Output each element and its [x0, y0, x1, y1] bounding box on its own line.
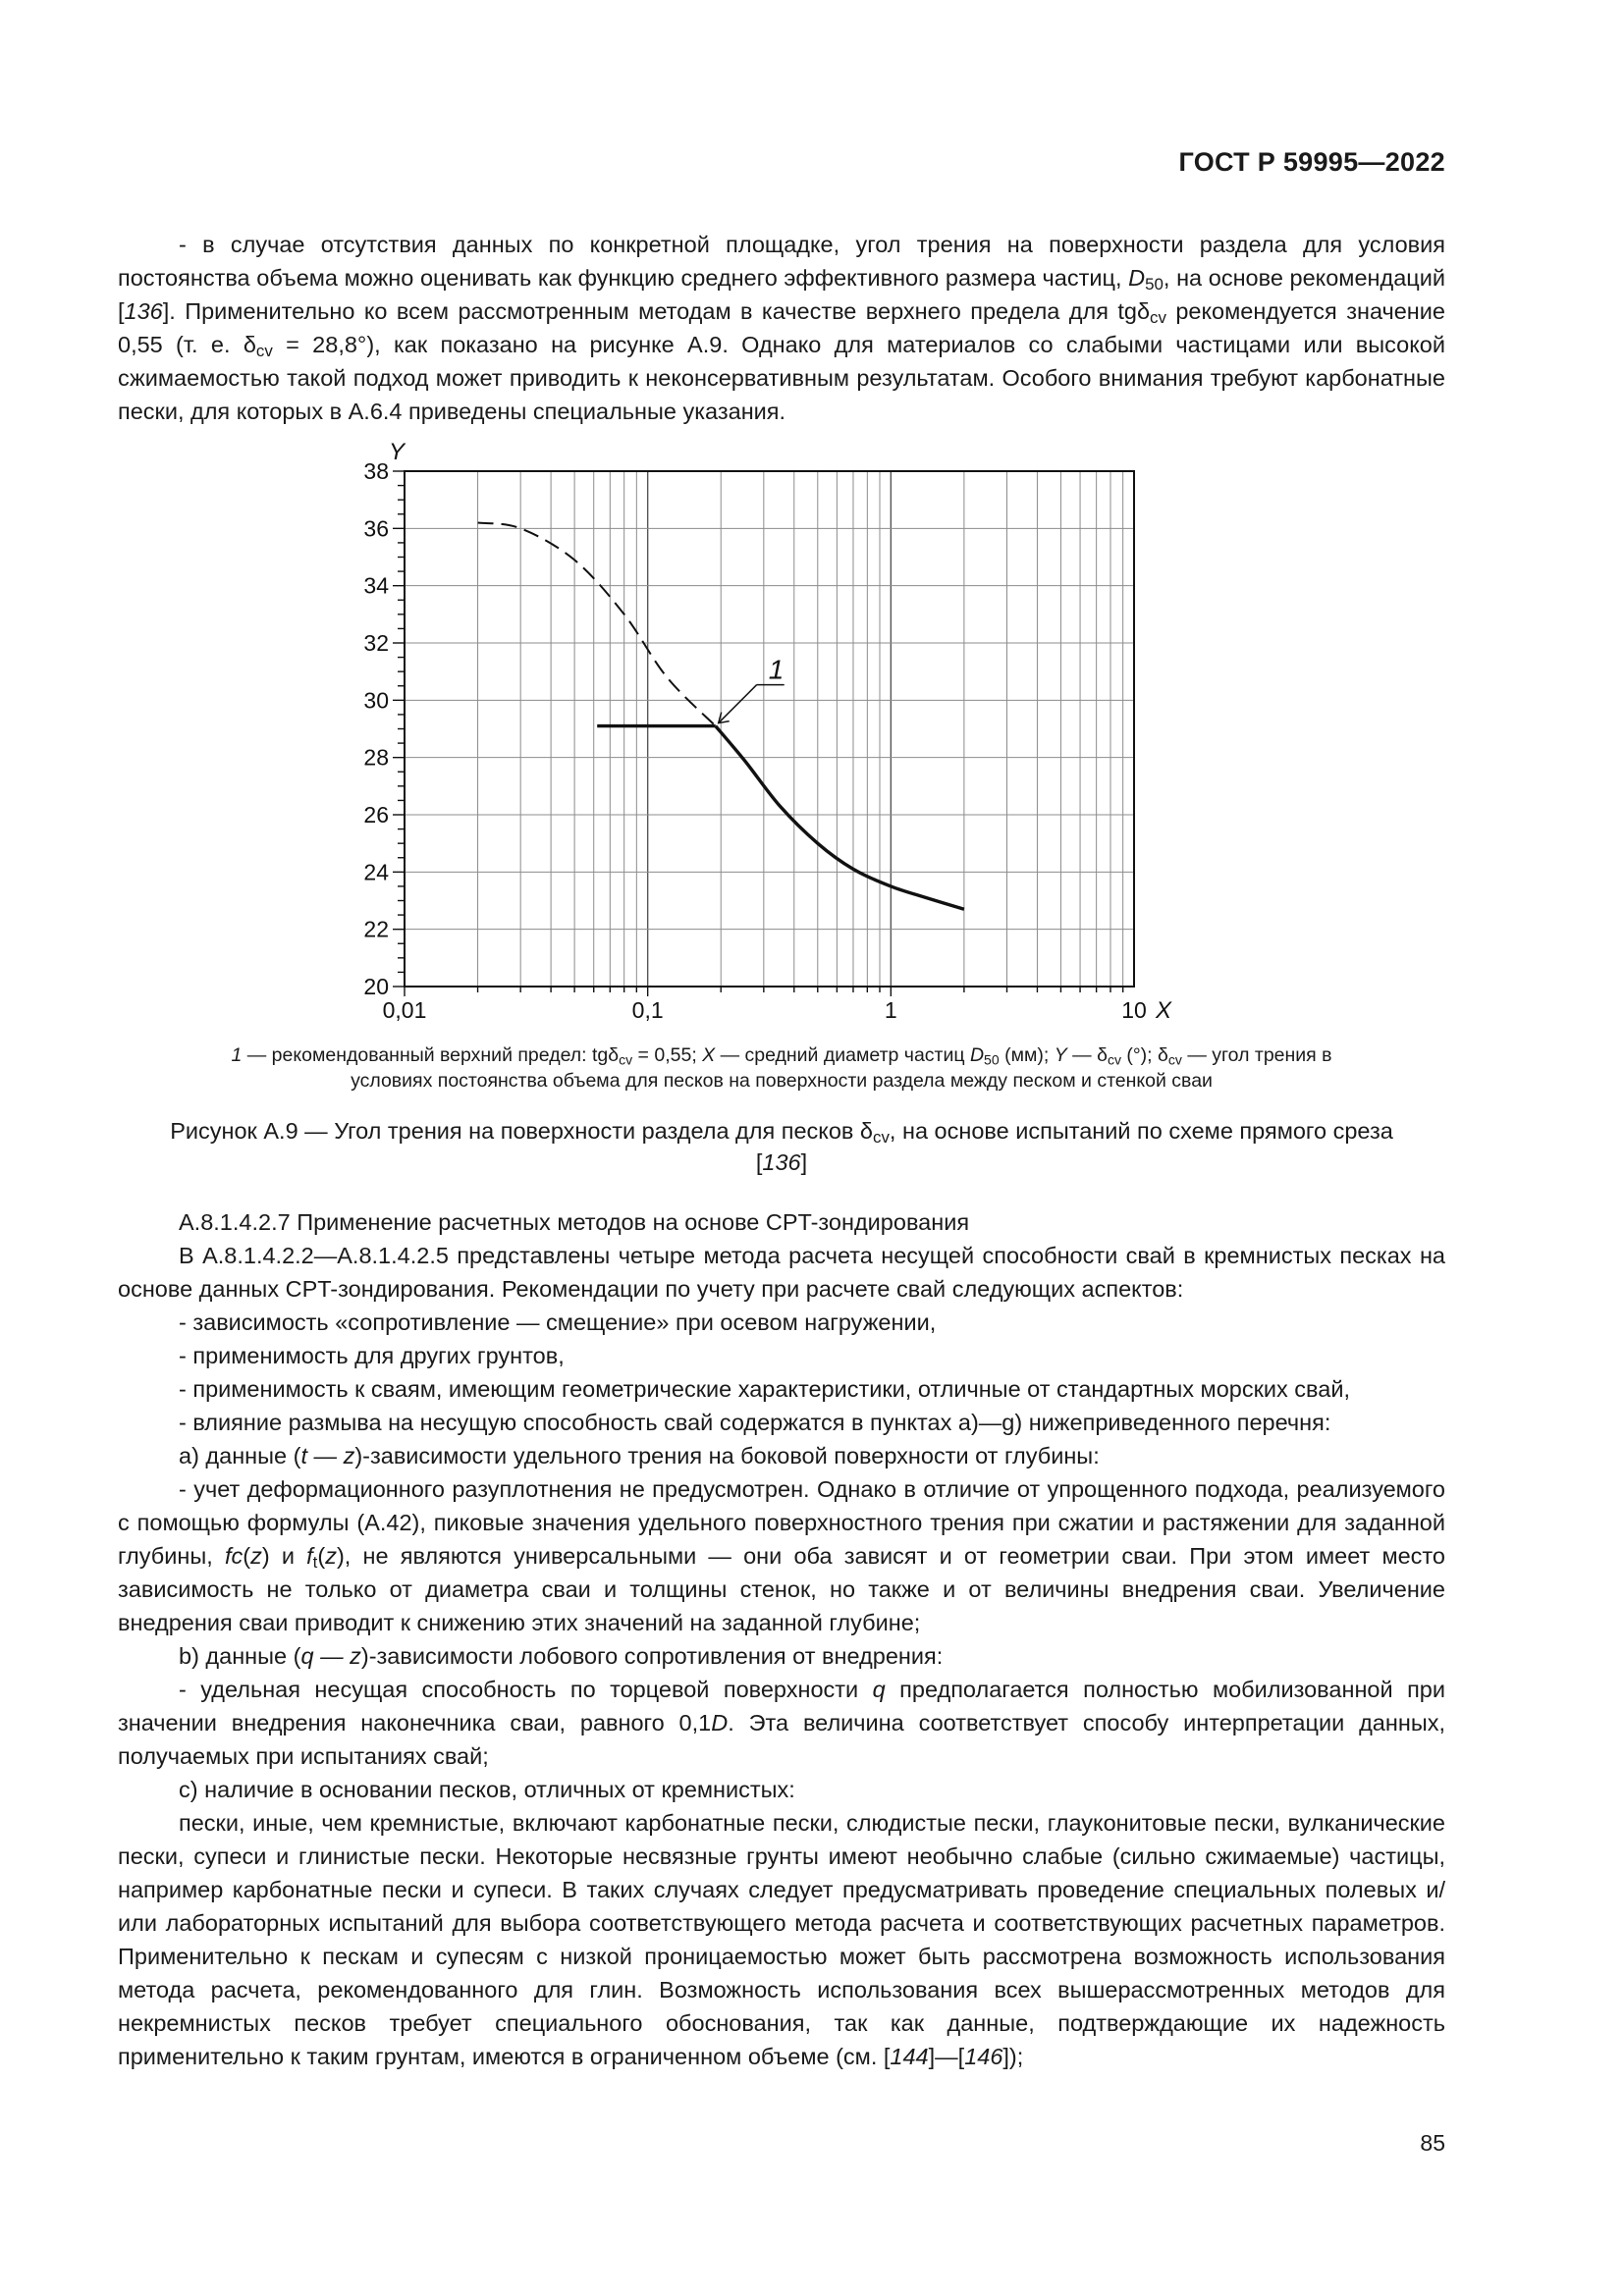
caption-sub: cv — [873, 1128, 890, 1148]
y-tick-label: 20 — [363, 974, 389, 999]
list-item-c: c) наличие в основании песков, отличных от кремнистых: — [179, 1777, 795, 1802]
text: ) и — [261, 1543, 307, 1569]
x-axis-label: X — [1155, 997, 1172, 1021]
figure-caption — [118, 1115, 1445, 1178]
paragraph — [118, 1806, 1445, 2073]
paragraph: В А.8.1.4.2.2—А.8.1.4.2.5 представлены четыре метода расчета несущей способности свай в кремнистых песках на основе данных CPT-зондирования. Рекомендации по учету при расчете свай следующих аспектов: — [118, 1243, 1445, 1302]
list-item-a — [118, 1439, 1445, 1472]
y-tick-label: 26 — [363, 802, 389, 828]
y-tick-label: 22 — [363, 916, 389, 942]
legend-sub: cv — [1107, 1051, 1121, 1068]
y-axis-label: Y — [388, 439, 406, 465]
list-item: - применимость к сваям, имеющим геометрические характеристики, отличные от стандартных морских свай, — [179, 1376, 1350, 1402]
text-italic: z — [250, 1543, 262, 1569]
y-tick-label: 28 — [363, 744, 389, 771]
text: )-зависимости лобового сопротивления от внедрения: — [360, 1643, 944, 1669]
y-tick-label: 36 — [363, 515, 389, 542]
intro-d50: D — [1128, 265, 1146, 291]
document-header: ГОСТ Р 59995—2022 — [1178, 147, 1445, 177]
text: a) данные ( — [179, 1443, 301, 1468]
intro-sub-cv: cv — [255, 342, 273, 361]
paragraph — [118, 1472, 1445, 1639]
figure-chart — [353, 432, 1198, 1021]
text-italic: f — [306, 1543, 313, 1569]
y-tick-label: 34 — [363, 572, 389, 599]
annotation-label: 1 — [768, 654, 785, 685]
text: ), не являются универсальными — они оба зависят и от геометрии сваи. При этом имеет место зависимость не только от диаметра сваи и толщины стенок, но также и от величины внедрения сваи. Увеличение внедрения сваи приводит к снижению этих значений на заданной глубине; — [118, 1543, 1445, 1635]
caption-text: Рисунок А.9 — Угол трения на поверхности раздела для песков δ — [170, 1118, 873, 1144]
legend-key-y: Y — [1054, 1044, 1067, 1066]
text-italic: z — [325, 1543, 337, 1569]
legend-text: — δ — [1066, 1044, 1108, 1066]
legend-key-x: X — [702, 1044, 716, 1066]
chart-grid — [405, 471, 1134, 987]
main-section — [118, 1205, 1445, 2073]
text-italic: t — z — [300, 1443, 355, 1468]
x-tick-label: 0,01 — [382, 997, 427, 1021]
legend-key-1: 1 — [231, 1044, 243, 1066]
text: )-зависимости удельного трения на боковой поверхности от глубины: — [354, 1443, 1100, 1468]
legend-sub: cv — [619, 1051, 633, 1068]
text: ( — [317, 1543, 326, 1569]
text: ]); — [1002, 2044, 1024, 2069]
text-italic: q — [872, 1677, 886, 1702]
intro-text-5: = 28,8°), как показано на рисунке А.9. Однако для материалов со слабыми частицами или высокой сжимаемостью такой подход может приводить к неконсервативным результатам. Особого внимания требуют карбонатные пески, для которых в А.6.4 приведены специальные указания. — [118, 332, 1445, 424]
text-italic: 146 — [964, 2044, 1003, 2069]
intro-text-3: ]. Применительно ко всем рассмотренным методам в качестве верхнего предела для tgδ — [162, 298, 1151, 324]
legend-text: — средний диаметр частиц — [715, 1044, 970, 1066]
text: . Эта величина соответствует способу интерпретации данных, получаемых при испытаниях свай; — [118, 1710, 1445, 1769]
y-tick-label: 30 — [363, 687, 389, 714]
text: пески, иные, чем кремнистые, включают карбонатные пески, слюдистые пески, глауконитовые пески, вулканические пески, супеси и глинистые пески. Некоторые несвязные грунты имеют необычно слабые (сильно сжимаемые) частицы, например карбонатные пески и супеси. В таких случаях следует предусматривать проведение специальных полевых и/или лабораторных испытаний для выбора соответствующего метода расчета и соответствующих расчетных параметров. Применительно к пескам и супесям с низкой проницаемостью может быть рассмотрена возможность использования метода расчета, рекомендованного для глин. Возможность использования всех вышерассмотренных методов для некремнистых песков требует специального обоснования, так как данные, подтверждающие их надежность применительно к таким грунтам, имеются в ограниченном объеме (см. [ — [118, 1810, 1445, 2069]
y-tick-label: 24 — [363, 859, 389, 885]
caption-bracket: [ — [755, 1149, 763, 1175]
legend-text: — рекомендованный верхний предел: tgδ — [242, 1044, 620, 1066]
caption-text: , на основе испытаний по схеме прямого среза — [889, 1118, 1393, 1144]
intro-paragraph — [118, 228, 1445, 428]
text-italic: D — [711, 1710, 729, 1735]
text: ( — [243, 1543, 251, 1569]
text: - учет деформационного разуплотнения не предусмотрен. Однако в отличие от упрощенного подхода, реализуемого с помощью формулы (А.42), пиковые значения удельного поверхностного трения при сжатии и растяжении для заданной глубины, — [118, 1476, 1445, 1569]
list-item: - применимость для других грунтов, — [179, 1343, 565, 1368]
intro-text-2: , на основе рекомендаций [ — [118, 265, 1445, 324]
text-sub: t — [312, 1553, 318, 1573]
legend-sub: 50 — [984, 1051, 1000, 1068]
chart-svg — [353, 432, 1198, 1021]
list-item: - влияние размыва на несущую способность свай содержатся в пунктах a)—g) нижеприведенного перечня: — [179, 1410, 1331, 1435]
paragraph — [118, 1673, 1445, 1773]
text: - удельная несущая способность по торцевой поверхности — [179, 1677, 873, 1702]
list-item: - зависимость «сопротивление — смещение» при осевом нагружении, — [179, 1309, 937, 1335]
legend-text: (°); δ — [1120, 1044, 1168, 1066]
legend-sub: cv — [1167, 1051, 1182, 1068]
x-tick-label: 10 — [1121, 997, 1147, 1021]
plot-background — [405, 471, 1134, 987]
text: b) данные ( — [179, 1643, 301, 1669]
text-italic: fc — [224, 1543, 244, 1569]
text: предполагается полностью мобилизованной при значении внедрения наконечника сваи, равного 0,1 — [118, 1677, 1445, 1735]
text: ]—[ — [928, 2044, 965, 2069]
y-tick-label: 32 — [363, 630, 389, 656]
legend-line-2: условиях постоянства объема для песков на поверхности раздела между песком и стенкой сваи — [351, 1070, 1213, 1092]
x-tick-label: 0,1 — [631, 997, 664, 1021]
legend-text: = 0,55; — [632, 1044, 703, 1066]
text-italic: q — z — [300, 1643, 361, 1669]
caption-bracket: ] — [800, 1149, 808, 1175]
list-item-b — [118, 1639, 1445, 1673]
legend-d: D — [969, 1044, 985, 1066]
x-tick-label: 1 — [884, 997, 897, 1021]
caption-ref: 136 — [762, 1149, 801, 1175]
intro-text-1: - в случае отсутствия данных по конкретной площадке, угол трения на поверхности раздела для условия постоянства объема можно оценивать как функцию среднего эффективного размера частиц, — [118, 232, 1445, 291]
intro-d50-sub: 50 — [1145, 275, 1164, 294]
intro-text-4: рекомендуется значение 0,55 (т. е. δ — [118, 298, 1445, 357]
y-tick-label: 38 — [363, 458, 389, 484]
text-italic: 144 — [890, 2044, 929, 2069]
page-number: 85 — [1420, 2130, 1445, 2156]
legend-text: (мм); — [999, 1044, 1055, 1066]
legend-text: — угол трения в — [1181, 1044, 1332, 1066]
intro-ref: 136 — [124, 298, 163, 324]
figure-legend — [118, 1042, 1445, 1094]
section-heading: А.8.1.4.2.7 Применение расчетных методов на основе CPT-зондирования — [179, 1209, 970, 1235]
intro-sub-cv: cv — [1150, 308, 1166, 328]
